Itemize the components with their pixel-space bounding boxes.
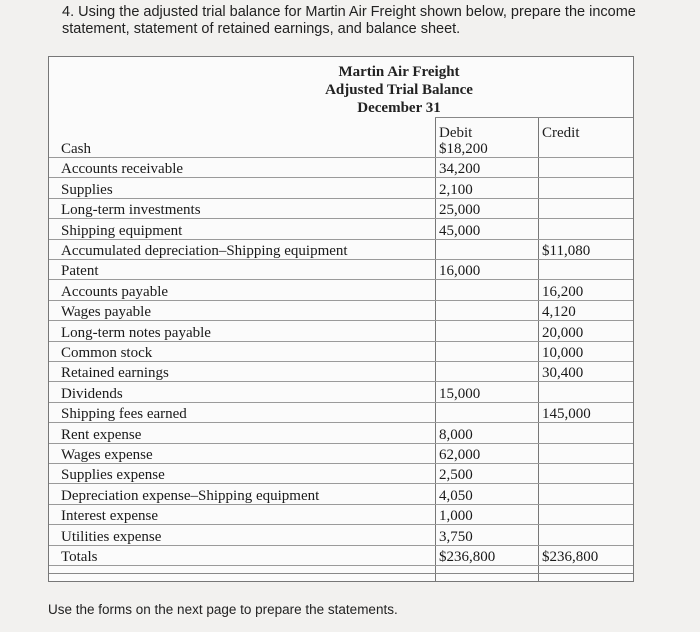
debit-amount: 8,000 <box>439 426 473 443</box>
credit-amount: 30,400 <box>542 365 584 382</box>
debit-column-divider <box>435 117 436 581</box>
credit-amount: 10,000 <box>542 345 584 361</box>
credit-amount: 4,120 <box>542 304 576 321</box>
account-name: Wages expense <box>61 447 153 463</box>
column-header-rule <box>435 117 633 118</box>
account-name: Patent <box>61 263 99 280</box>
statement-title: Adjusted Trial Balance <box>325 82 473 98</box>
debit-amount: 16,000 <box>439 263 481 280</box>
row-rule <box>49 157 633 158</box>
account-name: Totals <box>61 549 98 565</box>
debit-amount: $236,800 <box>439 549 496 565</box>
debit-amount: 34,200 <box>439 161 481 178</box>
account-name: Long-term notes payable <box>61 324 211 341</box>
row-rule <box>49 402 633 403</box>
account-name: Common stock <box>61 345 153 361</box>
account-name: Accounts receivable <box>61 161 184 178</box>
row-rule <box>49 198 633 199</box>
debit-amount: 2,500 <box>439 467 473 484</box>
company-name: Martin Air Freight <box>338 64 460 80</box>
account-name: Accumulated depreciation–Shipping equipment <box>61 243 348 259</box>
account-name: Long-term investments <box>61 202 201 219</box>
credit-amount: 16,200 <box>542 283 584 300</box>
credit-amount: $11,080 <box>542 243 591 259</box>
account-name: Dividends <box>61 385 123 402</box>
account-name: Depreciation expense–Shipping equipment <box>61 487 320 504</box>
account-name: Shipping fees earned <box>61 406 187 423</box>
account-name: Shipping equipment <box>61 222 183 239</box>
debit-amount: 45,000 <box>439 222 481 239</box>
debit-amount: 15,000 <box>439 385 481 402</box>
debit-amount: $18,200 <box>439 141 488 157</box>
table-bottom-rule <box>49 573 633 574</box>
trial-balance-table <box>48 56 634 582</box>
account-name: Accounts payable <box>61 283 169 300</box>
credit-column-divider <box>538 117 539 581</box>
account-name: Rent expense <box>61 426 142 443</box>
account-name: Cash <box>61 141 91 157</box>
credit-amount: $236,800 <box>542 549 599 565</box>
account-name: Interest expense <box>61 508 159 525</box>
debit-amount: 2,100 <box>439 181 473 198</box>
question-text: 4. Using the adjusted trial balance for Martin Air Freight shown below, prepare the income statement, statement of retained earnings, and balance sheet. <box>62 4 636 37</box>
credit-column-header: Credit <box>542 125 580 141</box>
statement-date: December 31 <box>357 100 441 116</box>
credit-amount: 20,000 <box>542 324 584 341</box>
account-name: Utilities expense <box>61 528 162 545</box>
debit-amount: 4,050 <box>439 487 473 504</box>
debit-column-header: Debit <box>439 125 473 141</box>
debit-amount: 1,000 <box>439 508 473 525</box>
account-name: Supplies expense <box>61 467 165 484</box>
account-name: Supplies <box>61 181 113 198</box>
instruction-note: Use the forms on the next page to prepare the statements. <box>48 602 398 617</box>
debit-amount: 25,000 <box>439 202 481 219</box>
debit-amount: 3,750 <box>439 528 473 545</box>
account-name: Retained earnings <box>61 365 169 382</box>
account-name: Wages payable <box>61 304 151 321</box>
row-rule <box>49 279 633 280</box>
debit-amount: 62,000 <box>439 447 481 463</box>
credit-amount: 145,000 <box>542 406 591 423</box>
